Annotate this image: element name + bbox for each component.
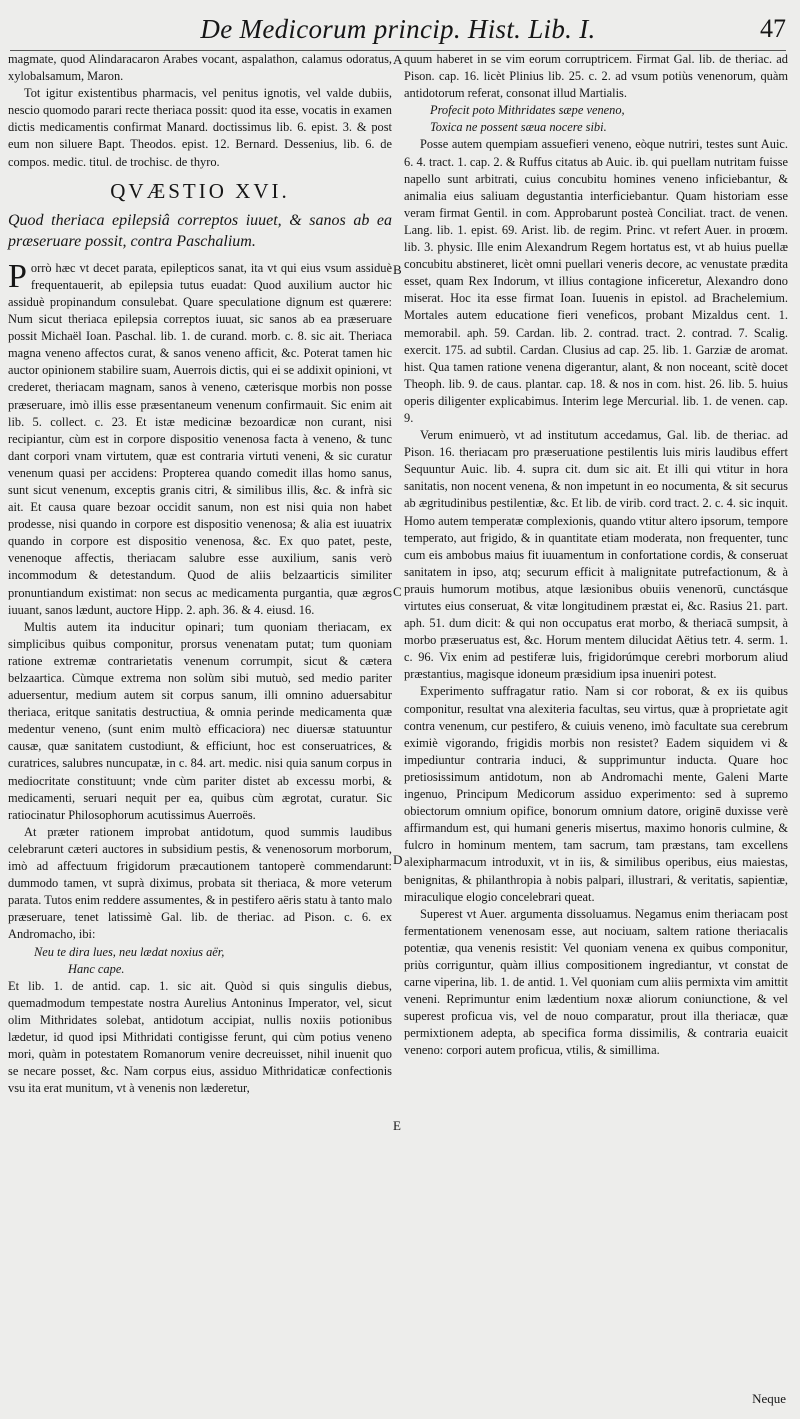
question-heading: QVÆSTIO XVI. <box>110 178 290 203</box>
margin-letter: A <box>393 52 403 67</box>
question-subtitle: Quod theriaca epilepsiâ correptos iuuet, & sanos ab ea præseruare possit, contra Paschalium. <box>8 211 392 250</box>
verse-line: Neu te dira lues, neu lædat noxius aër, <box>34 944 225 959</box>
margin-letter: E <box>393 1118 401 1133</box>
running-title: De Medicorum princip. Hist. Lib. I. <box>200 14 596 44</box>
verse-line: Hanc cape. <box>68 961 125 976</box>
verse-line: Toxica ne possent sæua nocere sibi. <box>430 120 607 135</box>
paragraph: Superest vt Auer. argumenta dissoluamus. Negamus enim theriacam post fermentationem venenosam esse, aut nociuam, saltem ratione theriacalis potentiæ, qua venenis resistit: Vel quoniam venena ex quibus componitur, priùs corriguntur, quàm illius compositionem ingrediantur, vt constat de carne viperina, lib. 1. de antid. 1. Vel quoniam cum aliis permixta vim amittit veneni. Reprimuntur enim lædentium noxæ aliorum coniunctione, & vel superest proficua vis, vel de nouo comparatur, prout illa theriacæ, quæ permixtionem adepta, ab specifica forma dissimilis, & contraria euaicit veneno: corpori autem proficua, vtilis, & simillima. <box>404 906 788 1058</box>
paragraph: Tot igitur existentibus pharmacis, vel penitus ignotis, vel valde dubiis, nescio quomodo parari recte theriaca possit: quod ita esse, vocatis in examen dictis medicamentis confirmat Manard. doctissimus lib. 6. epist. 3. & post eum non siluere Bapt. Theodos. epist. 12. Bernard. Dessenius, lib. 6. de compos. medic. titul. de trochisc. de thyro. <box>8 86 392 169</box>
paragraph <box>8 257 392 619</box>
paragraph: Et lib. 1. de antid. cap. 1. sic ait. Quòd si quis singulis diebus, quemadmodum tempestate nostra Aurelius Antoninus Imperator, vel, sicut olim Mithridates solebat, antidotum accipiat, nullis noxiis potionibus lædetur, id quod ipsi Mithridati contigisse ferunt, qui cùm potius veneno mori, quàm in potestatem Romanorum venire decreuisset, nihil inuenit quo se necare posset, &c. Nam corpus eius, assiduo Mithridaticæ confectionis vsu ita erat munitum, vt à venenis non læderetur, <box>8 978 392 1096</box>
paragraph: quum haberet in se vim eorum corruptricem. Firmat Gal. lib. de theriac. ad Pison. cap. 16. licèt Plinius lib. 25. c. 2. ad vsum potiùs venenorum, quàm antidotorum referat, consonat illud Martialis. <box>404 52 788 101</box>
paragraph-text: orrò hæc vt decet parata, epilepticos sanat, ita vt qui eius vsum assiduè frequentauerit, ab epilepsia tutus euadat: Quod auxilium auctor hic assiduè propinandum consulebat. Quare speculatione dignum est quærere: Num sicut theriaca epilepsia correptos iuuat, sic sanos ab ea præseruare possit Michaël Ioan. Paschal. lib. 1. de curand. morb. c. 8. sic ait. Theriaca magna veneno affectos curat, & sanos veneno afficit, &c. Poterat tamen hic auctor opinionem stabilire suam, Auerrois dictis, qui ei se addixit opinioni, vt crederet, theriacam magnam, sanos à veneno, cæterisque morbis non posse præseruare, imò illis esse præsentaneum venenum confirmauit. Sic enim ait lib. 5. collect. c. 23. Et istæ medicinæ bezoardicæ non curant, nisi recipiantur, cùm est in corpore dispositio venenosa facta à veneno, & tunc dant corpori vnam virtutem, quæ est contraria virtuti veneni, & sic curatur venenum quasi per accidens: Propterea quando comedit illas homo sanus, sunt sicut venenum, exceptis granis citri, & similibus illis, &c. & infrà sic ait. Et causa quare bezoar occidit sanum, non est nisi quia non habet prodesse, nisi quando in corpore est dispositio venenosa; & alia est iuuatrix quando in corpore est dispositio venenosa, &c. Ex quo patet, peste, venenoque affectis, theriacam salubre esse auxilium, sanis verò incommodum & detestandum. Quod de aliis belzaarticis similiter pronuntiandum existimat: non secus ac medicamenta purgantia, quæ ægros iuuant, sanos lædunt, auctore Hipp. 2. aph. 36. & 4. eiusd. 16. <box>8 260 392 617</box>
verse-line: Profecit poto Mithridates sæpe veneno, <box>430 103 625 118</box>
paragraph: Multis autem ita inducitur opinari; tum quoniam theriacam, ex simplicibus quibus componitur, prorsus venenatam putat; tum quoniam ratione extremæ contrarietatis venenum corrumpit, sicut & cætera belzaartica. Cùmque extrema non solùm sibi mutuò, sed medio pariter aduersentur, medium autem sit corpus sanum, illi omnino aduersabitur theriaca, eritque sanitatis destructiua, & omnia perinde medicamenta quæ medentur veneno, (sunt enim multò efficaciora) nec diuersæ statuuntur causæ, quæ sanitatem custodiunt, & efficiunt, hoc est conseruatrices, & curatrices, salubres nuncupatæ, in c. 84. art. medic. nisi quia sanum corpus in mediocritate constituunt; vnde cùm pariter distet ab excessu morbi, & medicamenti, seruari nequit per ea, quibus cùm ægrotat, curatur. Sic ratiocinatur Philosophorum acutissimus Auerroës. <box>8 619 392 822</box>
margin-letter: D <box>393 852 403 867</box>
left-column <box>8 51 392 1097</box>
paragraph: Experimento suffragatur ratio. Nam si cor roborat, & ex iis quibus componitur, resultat vna alexiteria facultas, seu virtus, quæ à proprietate agit contra venenum, cur pestifero, & cuiuis veneno, imò facultate sua cerebrum eximiè vigorando, frigidis morbis non resistet? Eadem siquidem vi & impediuntur contraria induci, & supprimuntur inducta. Quare hoc pretiosissimum antidotum, non ab Andromachi mente, Galeni Marte ingenuo, Principum Medicorum assiduo experimento: sed à supremo obiectorum omnium opifice, bonorum omnium datore, originē duxisse verè affirmandum est, qui humani generis misertus, maximo honoris culmine, & fulcro in hominum mentem, tam sacrum, tam præstans, tam excellens alexipharmacum introduxit, vt in iis, & similibus operibus, eius maiestas, benignitas, & philanthropia à nobis palpari, illustrari, & veritatis, sapientiæ, miraculique elogio concelebrari queat. <box>404 684 788 904</box>
paragraph: At præter rationem improbat antidotum, quod summis laudibus celebrarunt cæteri auctores in subsidium pestis, & venenosorum morborum, imò ad affectuum frigidorum præcautionem tantoperè commendarunt: dummodo tamen, vt suprà diximus, probata sit theriaca, & more veterum parata. Tutos enim reddere assumentes, & in pestifero aëris statu à tanto malo præseruare, tenet latissimè Gal. lib. de theriac. ad Pison. c. 6. ex Andromacho, ibi: <box>8 824 393 942</box>
drop-cap: P <box>8 257 27 295</box>
margin-letter: B <box>393 262 402 277</box>
catchword: Neque <box>752 1391 786 1406</box>
paragraph: Verum enimuerò, vt ad institutum accedamus, Gal. lib. de theriac. ad Pison. 16. theriacam pro præseruatione pestilentis luis miris laudibus effert Sequuntur Auic. lib. 4. supra cit. dum sic ait. Et illi qui vtitur in hora sanitatis, non nocent venena, & non impetunt in eo nocumenta, & sit securus ab ægritudinibus pestilentiæ, &c. Et lib. de virib. cord tract. 2. c. 4. sic inquit. Homo autem temperatæ complexionis, quando vtitur altero ipsorum, tempore temperato, aut frigido, & in quantitate etiam moderata, non frequenter, tunc cum eis ambobus maius fit iuuamentum in confortatione cordis, & conseruat sanitatem in ipso, atq; securum efficit à malignitate putrefactionum, & à prauis humorum motibus, atque læsionibus obuiis venenorū, cunctásque virtutes eius conseruat, & vitæ longitudinem præstat ei, &c. Rasius 21. part. aph. 51. dum dicit: & qui non occupatus erat morbo, & theriacā sumpsit, à morbo præseruatus est, &c. Horum mentem dilucidat Aëtius tetr. 4. serm. 1. c. 96. Vix enim ad pestiferæ luis, frigidorúmque cerebri morborum aliud præstantius, magisque idoneum præsidium ipsa inueniri potest. <box>404 428 788 682</box>
paragraph: magmate, quod Alindaracaron Arabes vocant, aspalathon, calamus odoratus, xylobalsamum, Maron. <box>8 52 392 84</box>
page-number: 47 <box>760 14 786 43</box>
margin-letter: C <box>393 584 402 599</box>
right-column <box>404 51 788 1060</box>
paragraph: Posse autem quempiam assuefieri veneno, eòque nutriri, testes sunt Auic. 6. 4. tract. 1. cap. 2. & Ruffus citatus ab Auic. ib. qui puellam nutritam fuisse napello sunt arbitrati, cuius concubitu homines veneno inficiebantur, & animalia eius saliuam degustantia interficiebantur. Quam historiam esse veram firmat Gentil. in com. Approbarunt posteà Conciliat. tract. de venen. Lang. lib. 1. epist. 69. Arist. lib. de regim. Princ. vt refert Auer. in proœm. lib. 3. physic. Ille enim Alexandrum Regem hortatus est, vt ab huius puellæ concubitu abstineret, licèt omni puellari veneris decore, ac venustate prædita esset, quam Rex Indorum, vt illius contagione inficeretur, Alexandro dono miserat. Hoc ita esse firmat Ioan. Iuuenis in epistol. ad Brachelemium. Mortales autem educatione fieri veneficos, probant Mizaldus cent. 1. memorabil. aph. 59. Cardan. lib. 2. contrad. tract. 2. contrad. 7. Scalig. exercit. 175. ad subtil. Cardan. Clusius ad cap. 25. lib. 1. Garziæ de aromat. hist. Qua tamen ratione venena digerantur, alant, & non noceant, scitè docet Theoph. lib. 9. de caus. plantar. cap. 18. & nos in com. hist. 26. lib. 5. huius operis diligenter explicabimus. Interim lege Mercurial. lib. 1. de venen. cap. 9. <box>404 137 788 425</box>
running-header <box>10 14 786 51</box>
